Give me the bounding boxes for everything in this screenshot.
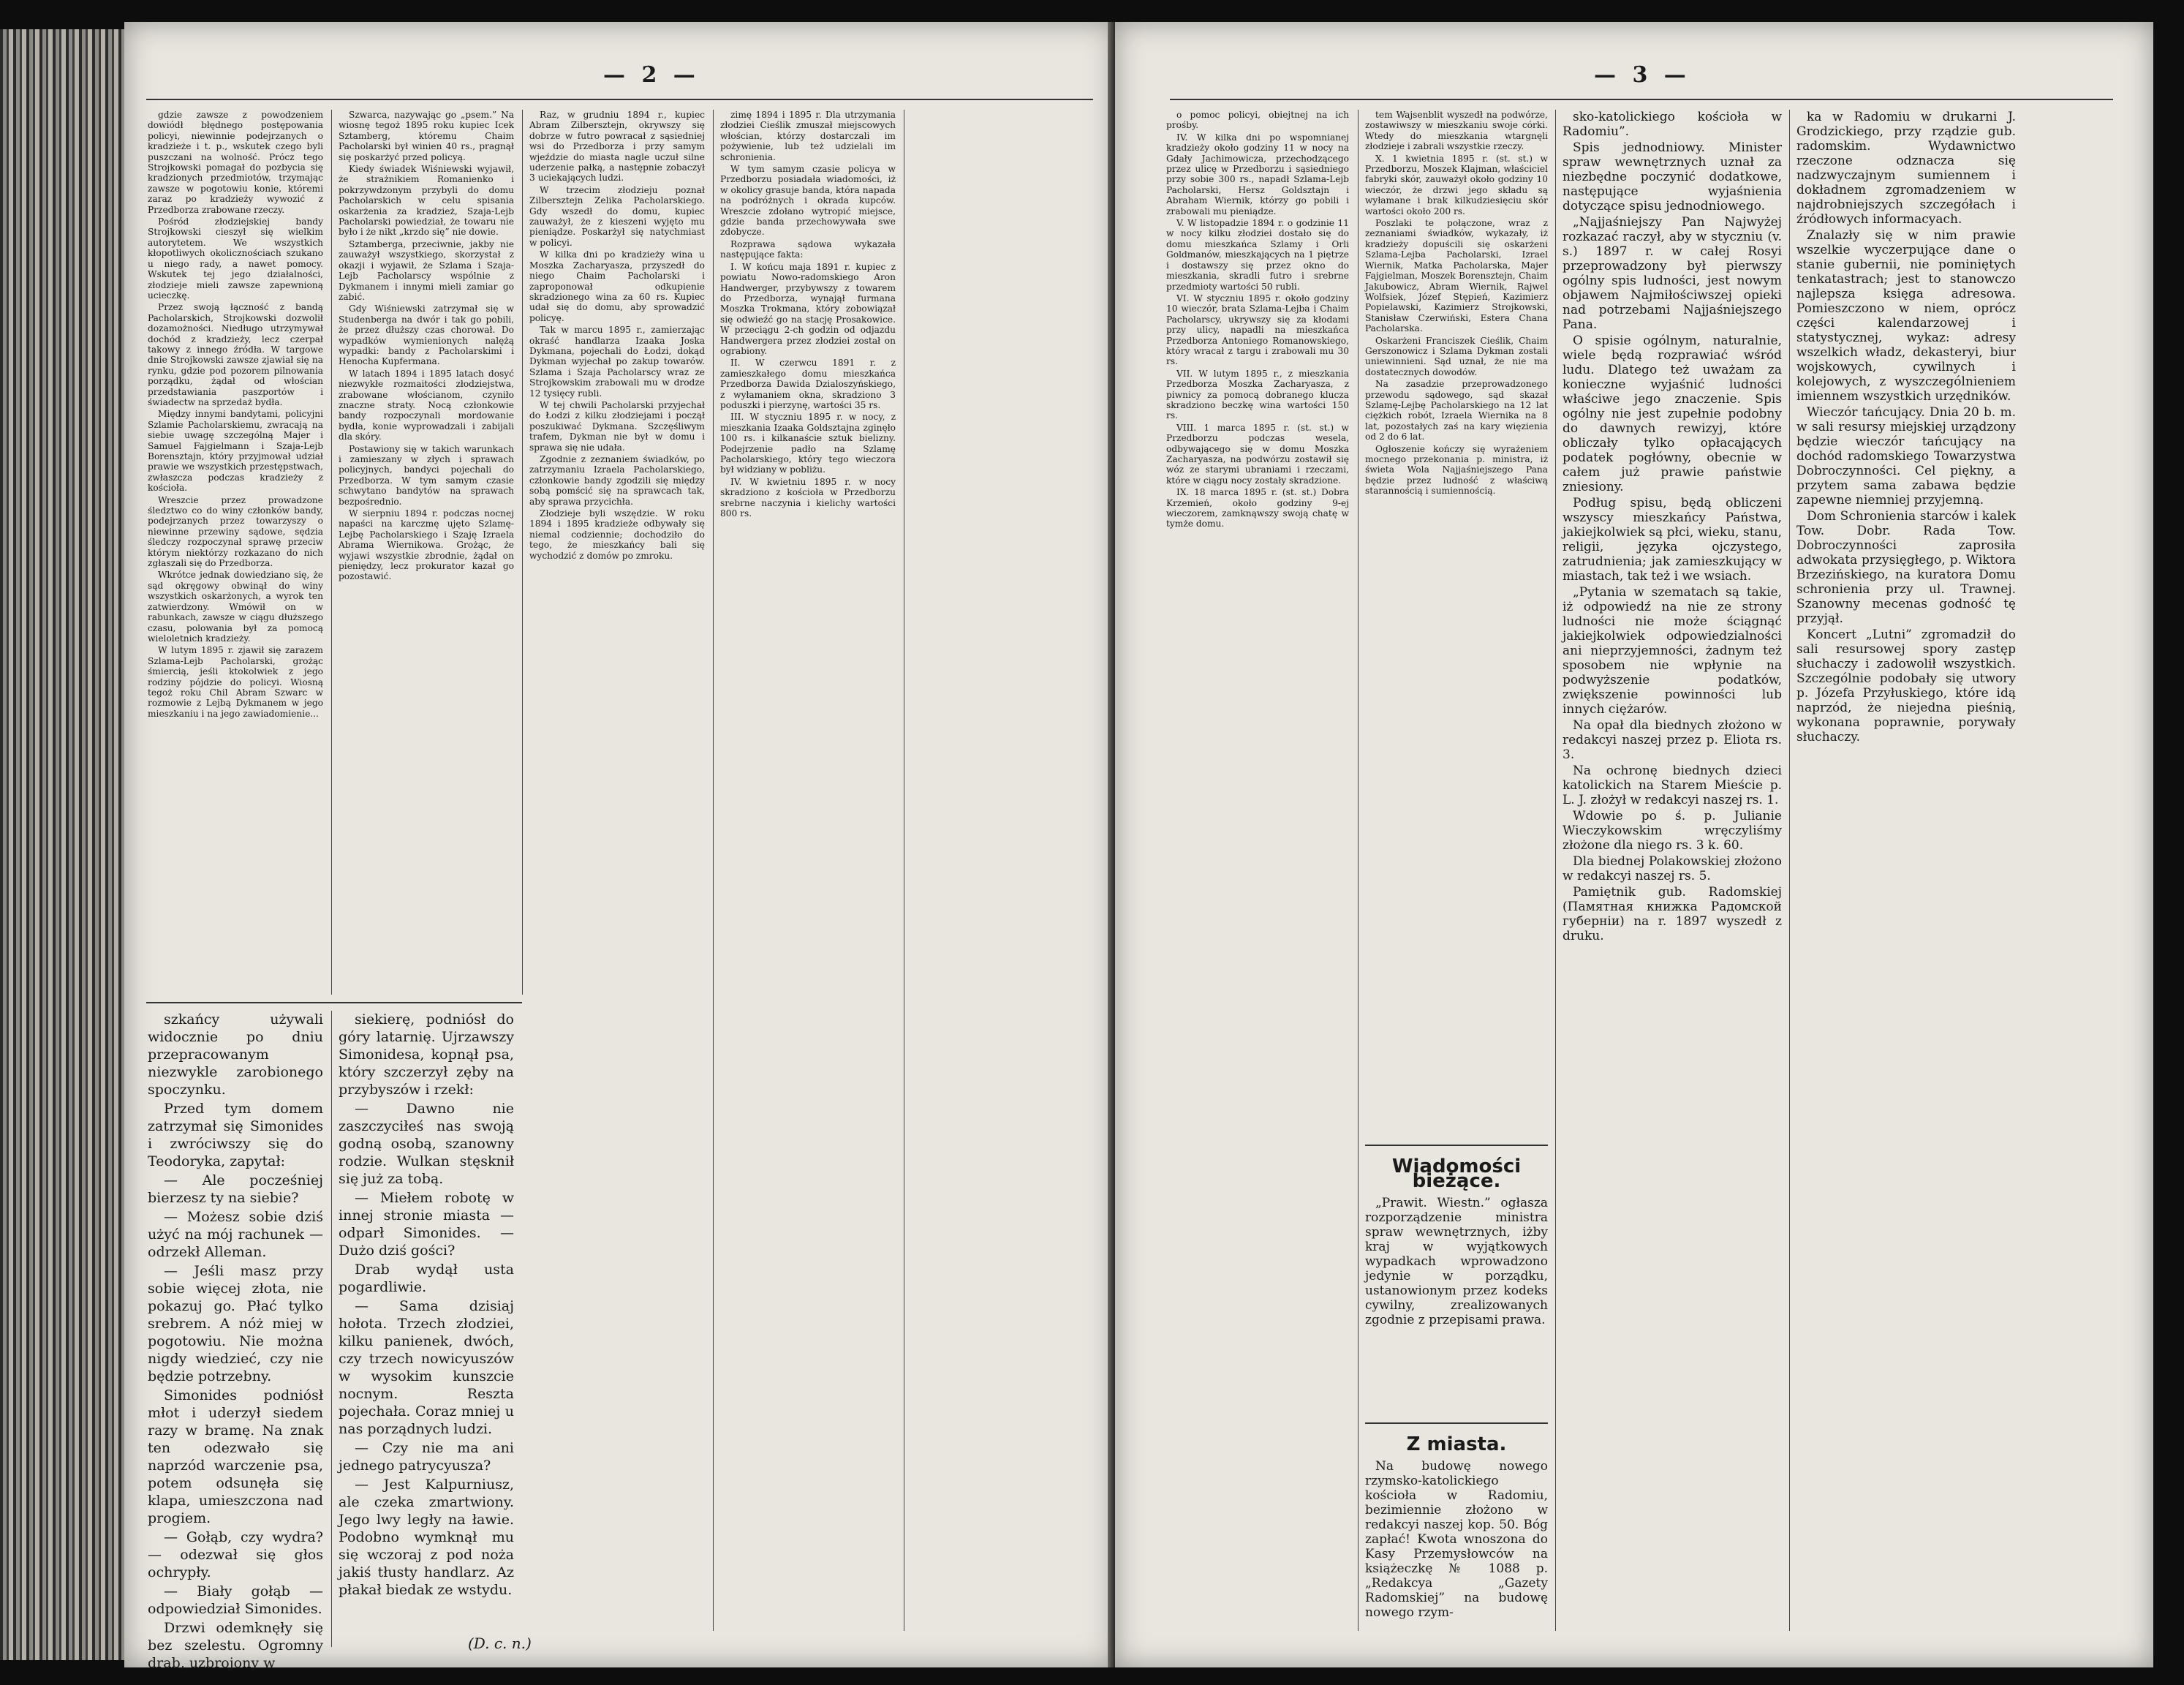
paragraph: Ogłoszenie kończy się wyrażeniem mocnego przekonania p. ministra, iż świeta Wola Najjaśniejszego Pana będzie przez ludność z właściwą starannością i sumiennością.	[1365, 443, 1548, 497]
city-heading: Z miasta.	[1406, 1433, 1507, 1455]
paragraph: — Biały gołąb — odpowiedział Simonides.	[148, 1583, 323, 1617]
paragraph: I. W końcu maja 1891 r. kupiec z powiatu Nowo-radomskiego Aron Handwerger, przybywszy z towarem do Przedborza, wynajął furmana Moszka Trokmana, który zobowiązał się odwieźć go na stację Prosakowice. W przeciągu 2-ch godzin od odjazdu Handwergera przez złodziei został on ograbiony.	[720, 261, 896, 356]
paragraph: Dla biednej Polakowskiej złożono w redakcyi naszej rs. 5.	[1563, 854, 1782, 883]
paragraph: VI. W styczniu 1895 r. około godziny 10 wieczór, brata Szlama-Lejba i Chaim Pacholarscy, ukrywszy się za kłodami przy ulicy, napadli na mieszkańca Przedborza Antoniego Romanowskiego, który wracał z targu i zrabowali mu 30 rs.	[1166, 293, 1349, 367]
paragraph: Przez swoją łączność z bandą Pacholarskich, Strojkowski dozwolił dozamożności. Niedługo utrzymywał dochód z kradzieży, lecz czerpał takowy z innego źródła. W targowe dnie Strojkowski zawsze zjawiał się na rynku, gdzie pod pozorem pilnowania porządku, żądał od włościan przedstawiania paszportów i świadectw na sprzedaż bydła.	[148, 302, 323, 407]
left-column-2	[339, 110, 514, 995]
paragraph: Gdy Wiśniewski zatrzymał się w Studenberga na dwór i tak go pobili, że przez dłuższy czas chorował. Do wypadków wymienionych nalężą wypadki: bandy z Pacholarskimi i Henocha Kupfermana.	[339, 304, 514, 367]
paragraph: Przed tym domem zatrzymał się Simonides i zwróciwszy się do Teodoryka, zapytał:	[148, 1101, 323, 1169]
paragraph: W tej chwili Pacholarski przyjechał do Łodzi z kilku złodziejami i począł poszukiwać Dykmana. Szczęśliwym trafem, Dykman nie był w domu i sprawa się nie udała.	[529, 399, 705, 453]
paragraph: tem Wajsenblit wyszedł na podwórze, zostawiwszy w mieszkaniu swoje córki. Wtedy do mieszkania wtargnęli złodzieje i zabrali wszystkie rzeczy.	[1365, 110, 1548, 152]
paragraph: IX. 18 marca 1895 r. (st. st.) Dobra Krzemień, około godziny 9-ej wieczorem, zamknąwszy swoją chatę w tymże domu.	[1166, 487, 1349, 529]
paragraph: szkańcy używali widocznie po dniu przepracowanym niezwykle zarobionego spoczynku.	[148, 1011, 323, 1098]
paragraph: „Najjaśniejszy Pan Najwyżej rozkazać raczył, aby w styczniu (v. s.) 1897 r. w całej Rosyi przeprowadzony był pierwszy ogólny spis ludności, jest nowym objawem Najmiłościwszej opieki nad potrzebami Najjaśniejszego Pana.	[1563, 215, 1782, 332]
left-header-rule	[146, 99, 1093, 100]
right-column-3	[1563, 110, 1782, 1631]
paragraph: W latach 1894 i 1895 latach dosyć niezwykłe rozmaitości złodziejstwa, zrabowane włościanom, czyniło znaczne straty. Nocą członkowie bandy rozpoczynali mordowanie bydła, konie wyprowadzali i zabijali dla skóry.	[339, 368, 514, 442]
paragraph: X. 1 kwietnia 1895 r. (st. st.) w Przedborzu, Moszek Klajman, właściciel fabryki skór, zauważył około godziny 10 wieczór, że drzwi jego składu są wyłamane i brak kilkudziesięciu skór wartości około 200 rs.	[1365, 153, 1548, 216]
paragraph: sko-katolickiego kościoła w Radomiu”.	[1563, 110, 1782, 139]
paragraph: Między innymi bandytami, policyjni Szlamie Pacholarskiemu, zwracają na siebie uwagę szczególną Majer i Samuel Fajgielmann i Szaja-Lejb Borensztajn, który przyjmował udział prawie we wszystkich przestępstwach, zwłaszcza podczas kradzieży z kościoła.	[148, 409, 323, 494]
city-section	[1365, 1430, 1548, 1649]
right-column-4	[1796, 110, 2016, 1631]
paragraph: Tak w marcu 1895 r., zamierzając okraść handlarza Izaaka Joska Dykmana, pojechali do Łodzi, dokąd Dykman wyjechał po zakup towarów. Szlama i Szaja Pacholarscy wraz ze Strojkowskim zrabowali mu w drodze 12 tysięcy rubli.	[529, 325, 705, 399]
paragraph: III. W styczniu 1895 r. w nocy, z mieszkania Izaaka Goldsztajna zginęło 100 rs. i kilkanaście sztuk bielizny. Podejrzenie padło na Szlamę Pacholarskiego, który tego wieczora był widziany w pobliżu.	[720, 412, 896, 475]
feuilleton-column-1	[148, 1011, 323, 1671]
paragraph: Raz, w grudniu 1894 r., kupiec Abram Zilbersztejn, okrywszy się dobrze w futro powracał z sąsiedniej wsi do Przedborza i przy samym wjeździe do miasta nagle uczuł silne uderzenie pałką, a następnie zobaczył 3 uciekających ludzi.	[529, 110, 705, 184]
feuilleton-column-2	[339, 1011, 514, 1632]
paragraph: Znalazły się w nim prawie wszelkie wyczerpujące dane o stanie gubernii, nie pominiętych tenkatastrach; jest to stanowczo najlepsza księga adresowa. Pomieszczono w niem, oprócz części kalendarzowej i statystycznej, wykaz: adresy wszelkich władz, dekasteryi, biur wojskowych, cywilnych i kolejowych, z wyszczególnieniem imiennem wszystkich urzędników.	[1796, 228, 2016, 404]
paragraph: Zgodnie z zeznaniem świadków, po zatrzymaniu Izraela Pacholarskiego, członkowie bandy zgodzili się między sobą pomścić się na sprawcach tak, aby sprawa przycichła.	[529, 454, 705, 507]
paragraph: Dom Schronienia starców i kalek Tow. Dobr. Rada Tow. Dobroczynności zaprosiła adwokata przysięgłego, p. Wiktora Brzezińskiego, na kuratora Domu schronienia przy ul. Trawnej. Szanowny mecenas godność tę przyjął.	[1796, 509, 2016, 626]
paragraph: Wkrótce jednak dowiedziano się, że sąd okręgowy obwinął do winy wszystkich oskarżonych, a wyrok ten zatwierdzony. Wmówił on w rabunkach, zawsze w ciągu dłuższego czasu, polowania był za pomocą wieloletnich kradzieży.	[148, 570, 323, 644]
paragraph: Spis jednodniowy. Minister spraw wewnętrznych uznał za niezbędne poczynić dodatkowe, następujące wyjaśnienia dotyczące spisu jednodniowego.	[1563, 140, 1782, 214]
paragraph: VII. W lutym 1895 r., z mieszkania Przedborza Moszka Zacharyasza, z piwnicy za pomocą dobranego klucza skradziono beczkę wina wartości 150 rs.	[1166, 368, 1349, 421]
paragraph: Postawiony się w takich warunkach i zamieszany w złych i sprawach policyjnych, bandyci pojechali do Przedborza. W tym samym czasie schwytano bandytów na sprawach bezpośrednio.	[339, 443, 514, 507]
paragraph: V. W listopadzie 1894 r. o godzinie 11 w nocy kilku złodziei dostało się do domu mieszkańca Szlamy i Orli Goldmanów, mieszkających na 1 piętrze i dostawszy się przez okno do mieszkania, skradli futro i srebrne przedmioty wartości 50 rubli.	[1166, 218, 1349, 292]
right-page-number: — 3 —	[1594, 62, 1690, 88]
paragraph: Pamiętnik gub. Radomskiej (Памятная книжка Радомской губернiи) na r. 1897 wyszedł z druku.	[1563, 885, 1782, 943]
paragraph: Podług spisu, będą obliczeni wszyscy mieszkańcy Państwa, jakiejkolwiek są płci, wieku, stanu, religii, języka ojczystego, zatrudnienia; jak zamieszkujący w miastach, tak też i we wsiach.	[1563, 496, 1782, 584]
paragraph: Wdowie po ś. p. Julianie Wieczykowskim wręczyliśmy złożone dla niego rs. 3 k. 60.	[1563, 809, 1782, 853]
paragraph: „Prawit. Wiestn.” ogłasza rozporządzenie ministra spraw wewnętrznych, iżby kraj w wyjątkowych wypadkach wprowadzono jedynie w porządku, ustanowionym przez kodeks cywilny, zrealizowanych zgodnie z przepisami prawa.	[1365, 1196, 1548, 1327]
paragraph: Rozprawa sądowa wykazała następujące fakta:	[720, 238, 896, 260]
paragraph: IV. W kilka dni po wspomnianej kradzieży około godziny 11 w nocy na Gdały Jachimowicza, przechodzącego przez ulicę w Przedborzu i sąsiedniego przy sobie 300 rs., napadł Szlama-Lejb Pacholarski, Hersz Goldsztajn i Abraham Wiernik, którzy go pobili i zrabowali mu pieniądze.	[1166, 132, 1349, 216]
news-heading: Wiadomości bieżące.	[1391, 1156, 1522, 1192]
paragraph: IV. W kwietniu 1895 r. w nocy skradziono z kościoła w Przedborzu srebrne naczynia i kielichy wartości 800 rs.	[720, 476, 896, 519]
paragraph: — Ale pocześniej bierzesz ty na siebie?	[148, 1172, 323, 1206]
left-column-4	[720, 110, 896, 1631]
left-page	[124, 22, 1115, 1671]
paragraph: — Jest Kalpurniusz, ale czeka zmartwiony. Jego lwy legły na ławie. Podobno wymknął mu się wczoraj z pod noża jakiś tłusty handlarz. Az płakał biedak ze wstydu.	[339, 1477, 514, 1598]
paragraph: Simonides podniósł młot i uderzył siedem razy w bramę. Na znak ten odezwało się naprzód warczenie psa, potem odsunęła się klapa, umieszczona nad progiem.	[148, 1387, 323, 1526]
paragraph: — Sama dzisiaj hołota. Trzech złodziei, kilku panienek, dwóch, czy trzech nowicyuszów w wysokim kunszcie nocnym. Reszta pojechała. Coraz mniej u nas porządnych ludzi.	[339, 1298, 514, 1437]
paragraph: W trzecim złodzieju poznał Zilbersztejn Zelika Pacholarskiego. Gdy wszedł do domu, kupiec zauważył, że z kieszeni wyjęto mu pieniądze. Poskarżył się natychmiast w policyi.	[529, 184, 705, 248]
left-column-1	[148, 110, 323, 995]
paragraph: Kiedy świadek Wiśniewski wyjawił, że strażnikiem Romanienko i pokrzywdzonym przybyli do domu Pacholarskich w celu spisania oskarżenia za kradzież, Szaja-Lejb Pacholarski powiedział, że towaru nie było i że nikt „krzdo się” nie dowie.	[339, 164, 514, 238]
city-rule	[1365, 1422, 1548, 1424]
paragraph: Na budowę nowego rzymsko-katolickiego kościoła w Radomiu, bezimiennie złożono w redakcyi naszej kop. 50. Bóg zapłać! Kwota wnoszona do Kasy Przemysłowców na książeczkę № 1088 p. „Redakcya „Gazety Radomskiej” na budowę nowego rzym-	[1365, 1459, 1548, 1620]
paragraph: W lutym 1895 r. zjawił się zarazem Szlama-Lejb Pacholarski, grożąc śmiercią, jeśli ktokolwiek z jego rodziny pójdzie do policyi. Wiosną tegoż roku Chil Abram Szwarc w rozmowie z Lejbą Dykmanem w jego mieszkaniu i na jego zawiadomienie...	[148, 645, 323, 719]
paragraph: Drzwi odemknęły się bez szelestu. Ogromny drab, uzbrojony w	[148, 1620, 323, 1671]
city-body	[1365, 1459, 1548, 1620]
paragraph: Poszlaki te połączone, wraz z zeznaniami świadków, wykazały, iż kradzieży dopuścili się oskarżeni Szlama-Lejba Pacholarski, Izrael Wiernik, Matka Pacholarska, Majer Fajgielman, Moszek Borensztejn, Chaim Jakubowicz, Abram Wiernik, Rajwel Wolfsiek, Józef Stępień, Kazimierz Popielawski, Kazimierz Strojkowski, Stanisław Czerwiński, Estera Chana Pacholarska.	[1365, 218, 1548, 334]
paragraph: Sztamberga, przeciwnie, jakby nie zauważył wszystkiego, skorzystał z okazji i wyjawił, że Szlama i Szaja-Lejb Pacholarscy wspólnie z Dykmanem i innymi mieli zamiar go zabić.	[339, 238, 514, 302]
paragraph: Na ochronę biednych dzieci katolickich na Starem Mieście p. L. J. złożył w redakcyi naszej rs. 1.	[1563, 764, 1782, 807]
paragraph: siekierę, podniósł do góry latarnię. Ujrzawszy Simonidesa, kopnął psa, który szczerzył zęby na przybyszów i rzekł:	[339, 1011, 514, 1098]
stacked-page-edges	[0, 29, 132, 1660]
column-rule	[331, 1011, 332, 1647]
paragraph: Złodzieje byli wszędzie. W roku 1894 i 1895 kradzieże odbywały się niemal codziennie; dochodziło do tego, że mieszkańcy bali się wychodzić z domów po zmroku.	[529, 508, 705, 561]
right-page	[1115, 22, 2153, 1667]
paragraph: Pośród złodziejskiej bandy Strojkowski cieszył się wielkim autorytetem. We wszystkich kłopotliwych okolicznościach szukano u niego rady, a nawet pomocy. Wskutek tej jego działalności, złodzieje mieli zawsze zapewnioną ucieczkę.	[148, 216, 323, 301]
column-rule	[1555, 110, 1556, 1631]
paragraph: gdzie zawsze z powodzeniem dowiódł błędnego postępowania policyi, niewinnie podejrzanych o kradzieże i t. p., wskutek czego byli puszczani na wolność. Prócz tego Strojkowski pomagał do pozbycia się kradzionych przedmiotów, trzymając zawsze w pogotowiu konie, któremi zaraz po kradzieży wywozić z Przedborza zrabowane rzeczy.	[148, 110, 323, 215]
left-page-number: — 2 —	[603, 62, 700, 88]
paragraph: O spisie ogólnym, naturalnie, wiele będą rozprawiać wśród ludu. Dlatego też uważam za konieczne wyjaśnić ludności właściwe jego znaczenie. Spis ogólny nie jest zupełnie podobny do dawnych rewizyj, które obliczały tylko opłacających podatek pogłówny, obecnie w całem już prawie państwie zniesiony.	[1563, 333, 1782, 494]
column-rule	[1789, 110, 1790, 1631]
news-rule	[1365, 1145, 1548, 1146]
column-rule	[331, 110, 332, 995]
paragraph: II. W czerwcu 1891 r. z zamieszkałego domu mieszkańca Przedborza Dawida Dzialoszyńskiego, z wyłamaniem okna, skradziono 3 poduszki i pierzynę, wartości 35 rs.	[720, 358, 896, 410]
paragraph: VIII. 1 marca 1895 r. (st. st.) w Przedborzu podczas wesela, odbywającego się w domu Moszka Zacharyasza, na podwórzu zostawił się wóz ze starymi ubraniami i rzeczami, które w ciągu nocy zostały skradzione.	[1166, 422, 1349, 486]
paragraph: — Miełem robotę w innej stronie miasta — odparł Simonides. — Dużo dziś gości?	[339, 1190, 514, 1259]
right-header-rule	[1170, 99, 2113, 100]
column-rule	[713, 110, 714, 1631]
paragraph: Oskarżeni Franciszek Cieślik, Chaim Gerszonowicz i Szlama Dykman zostali uniewinnieni. Sąd uznał, że nie ma dostatecznych dowodów.	[1365, 335, 1548, 377]
paragraph: W kilka dni po kradzieży wina u Moszka Zacharyasza, przyszedł do niego Chaim Pacholarski i zaproponował odkupienie skradzionego wina za 60 rs. Kupiec udał się do domu, aby sprowadzić policyę.	[529, 249, 705, 323]
paragraph: Drab wydął usta pogardliwie.	[339, 1262, 514, 1295]
paragraph: — Możesz sobie dziś użyć na mój rachunek — odrzekł Alleman.	[148, 1209, 323, 1260]
paragraph: W sierpniu 1894 r. podczas nocnej napaści na karczmę ujęto Szlamę-Lejbę Pacholarskiego i Szaję Izraela Abrama Wiernikowa. Grożąc, że wyjawi wszystkie zbrodnie, żądał on pieniędzy, lecz prokurator kazał go pozostawić.	[339, 508, 514, 582]
paragraph: o pomoc policyi, obiejtnej na ich prośby.	[1166, 110, 1349, 131]
left-column-3	[529, 110, 705, 1631]
column-rule	[1358, 110, 1359, 1631]
paragraph: ka w Radomiu w drukarni J. Grodzickiego, przy rządzie gub. radomskim. Wydawnictwo rzeczone odznacza się nadzwyczajnym sumiennem i dokładnem zgromadzeniem w najdrobniejszych szczegółach i źródłowych informacyach.	[1796, 110, 2016, 227]
right-column-2	[1365, 110, 1548, 1207]
column-rule	[522, 110, 523, 995]
feuilleton-rule	[146, 1002, 522, 1003]
paragraph: Szwarca, nazywając go „psem.” Na wiosnę tegoż 1895 roku kupiec Icek Sztamberg, któremu Chaim Pacholarski był winien 40 rs., pragnął się poskarżyć przed policyą.	[339, 110, 514, 162]
paragraph: — Czy nie ma ani jednego patrycyusza?	[339, 1440, 514, 1474]
news-body	[1365, 1196, 1548, 1327]
paragraph: Koncert „Lutni” zgromadził do sali resursowej spory zastęp słuchaczy i zadowolił wszystkich. Szczególnie podobały się utwory p. Józefa Przyłuskiego, które idą naprzód, że niejedna pieśnią, wykonana poprawnie, porywały słuchaczy.	[1796, 627, 2016, 745]
paragraph: Wreszcie przez prowadzone śledztwo co do winy członków bandy, podejrzanych przez towarzyszy o niewinne przewiny sądowe, sędzia śledczy rozpoczynał sprawę przeciw którym niektórzy rozkazano do nich zgłaszali się do Przedborza.	[148, 494, 323, 569]
paragraph: — Dawno nie zaszczyciłeś nas swoją godną osobą, szanowny rodzie. Wulkan stęsknił się już za tobą.	[339, 1101, 514, 1187]
right-column-1	[1166, 110, 1349, 1631]
paragraph: — Jeśli masz przy sobie więcej złota, nie pokazuj go. Płać tylko srebrem. A nóż miej w pogotowiu. Nie można nigdy wiedzieć, czy nie będzie potrzebny.	[148, 1263, 323, 1384]
paragraph: W tym samym czasie policya w Przedborzu posiadała wiadomości, iż w okolicy grasuje banda, która napada na podróżnych i okrada kupców. Wreszcie zdołano wytropić miejsce, gdzie banda przechowywała swe zdobycze.	[720, 164, 896, 238]
paragraph: — Gołąb, czy wydra? — odezwał się głos ochrypły.	[148, 1529, 323, 1580]
paragraph: Na zasadzie przeprowadzonego przewodu sądowego, sąd skazał Szlamę-Lejbę Pacholarskiego na 12 lat ciężkich robót, Izraela Wiernika na 8 lat, pozostałych zaś na kary więzienia od 2 do 6 lat.	[1365, 379, 1548, 442]
left-column-5	[911, 110, 1090, 1631]
paragraph: „Pytania w szematach są takie, iż odpowiedź na nie ze strony ludności nie może ściągnąć jakiejkolwiek odpowiedzialności ani nieprzyjemności, żadnym też sposobem nie wpłynie na podwyższenie podatków, zwiększenie powinności lub innych ciężarów.	[1563, 585, 1782, 717]
news-section	[1365, 1152, 1548, 1415]
paragraph: Wieczór tańcujący. Dnia 20 b. m. w sali resursy miejskiej urządzony będzie wieczór tańcujący na dochód radomskiego Towarzystwa Dobroczynności. Cel piękny, a przytem sama zabawa będzie zapewne niemniej przyjemną.	[1796, 405, 2016, 508]
paragraph: Na opał dla biednych złożono w redakcyi naszej przez p. Eliota rs. 3.	[1563, 718, 1782, 762]
feuilleton-signature: (D. c. n.)	[468, 1635, 532, 1652]
paragraph: zimę 1894 i 1895 r. Dla utrzymania złodziei Cieślik zmuszał miejscowych włościan, którzy dostarczali im pożywienie, lub też udzielali im schronienia.	[720, 110, 896, 162]
